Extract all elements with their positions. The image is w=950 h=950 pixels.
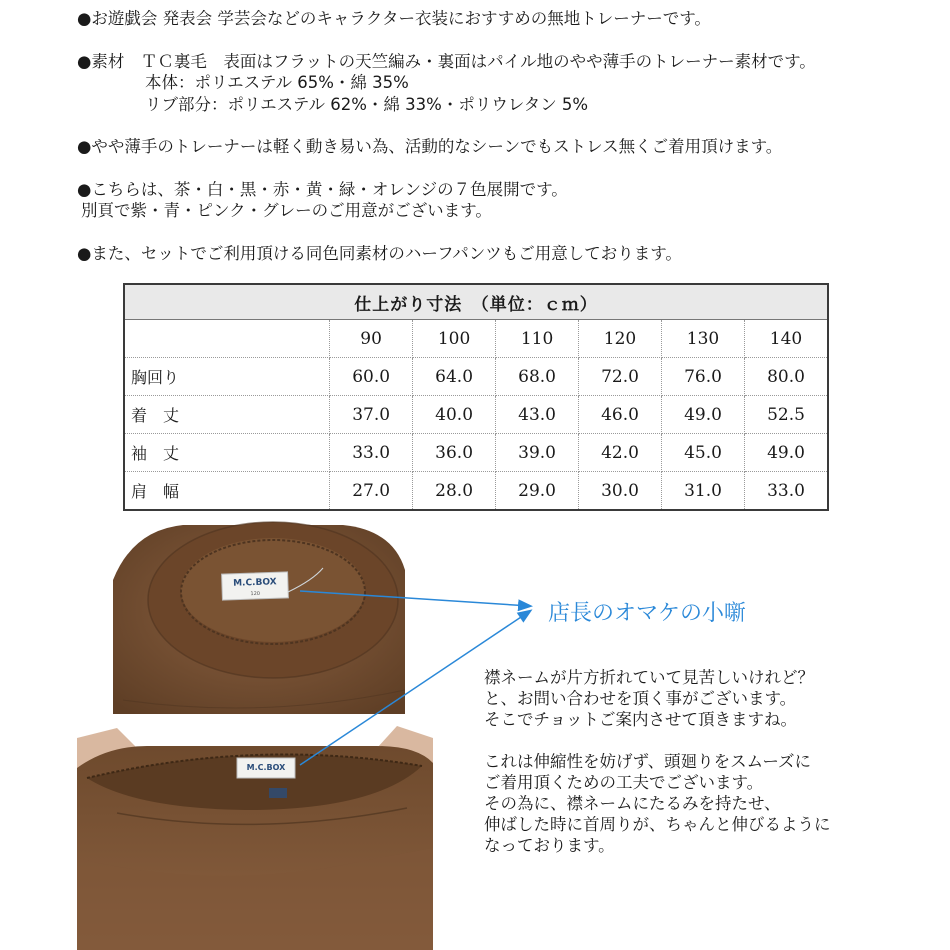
size-header: 120 bbox=[579, 320, 662, 358]
label-size-text: 120 bbox=[250, 590, 261, 598]
note-line: と、お問い合わせを頂く事がございます。 bbox=[484, 689, 797, 708]
material-line: ●素材 ＴＣ裏毛 表面はフラットの天竺編み・裏面はパイル地のやや薄手のトレーナー素材です。 bbox=[77, 51, 816, 71]
size-header: 130 bbox=[662, 320, 745, 358]
row-label: 胸回り bbox=[124, 358, 330, 396]
table-cell: 28.0 bbox=[413, 472, 496, 511]
note-line: 襟ネームが片方折れていて見苦しいけれど？ bbox=[484, 668, 814, 687]
table-cell: 43.0 bbox=[496, 396, 579, 434]
table-cell: 46.0 bbox=[579, 396, 662, 434]
intro-paragraph-3: ●やや薄手のトレーナーは軽く動き易い為、活動的なシーンでもストレス無くご着用頂けます。 bbox=[77, 137, 783, 156]
table-cell: 60.0 bbox=[330, 358, 413, 396]
explanation-note bbox=[484, 667, 924, 856]
size-header: 90 bbox=[330, 320, 413, 358]
table-cell: 36.0 bbox=[413, 434, 496, 472]
table-cell: 42.0 bbox=[579, 434, 662, 472]
row-label: 肩 幅 bbox=[124, 472, 330, 511]
arrow-to-collar-1 bbox=[300, 591, 530, 606]
table-cell: 29.0 bbox=[496, 472, 579, 511]
table-cell: 30.0 bbox=[579, 472, 662, 511]
label-brand-text: M.C.BOX bbox=[232, 577, 277, 589]
size-header: 140 bbox=[744, 320, 828, 358]
table-cell: 37.0 bbox=[330, 396, 413, 434]
note-line: これは伸縮性を妨げず、頭廻りをスムーズに bbox=[484, 752, 812, 771]
table-cell: 39.0 bbox=[496, 434, 579, 472]
callout-title: 店長のオマケの小噺 bbox=[548, 601, 747, 626]
table-cell: 80.0 bbox=[744, 358, 828, 396]
intro-paragraph-1: ●お遊戯会 発表会 学芸会などのキャラクター衣装におすすめの無地トレーナーです。 bbox=[77, 9, 711, 28]
table-cell: 49.0 bbox=[744, 434, 828, 472]
row-label: 袖 丈 bbox=[124, 434, 330, 472]
table-cell: 33.0 bbox=[744, 472, 828, 511]
note-line: ご着用頂くための工夫でございます。 bbox=[484, 773, 764, 792]
material-rib: リブ部分：ポリエステル 62%・綿 33%・ポリウレタン 5% bbox=[145, 94, 589, 114]
note-line: その為に、襟ネームにたるみを持たせ、 bbox=[484, 794, 781, 813]
table-cell: 72.0 bbox=[579, 358, 662, 396]
colors-line: ●こちらは、茶・白・黒・赤・黄・緑・オレンジの７色展開です。 bbox=[77, 179, 568, 199]
table-cell: 64.0 bbox=[413, 358, 496, 396]
note-line: 伸ばした時に首周りが、ちゃんと伸びるように bbox=[484, 815, 831, 834]
size-header: 100 bbox=[413, 320, 496, 358]
table-cell: 31.0 bbox=[662, 472, 745, 511]
material-body: 本体：ポリエステル 65%・綿 35% bbox=[145, 73, 409, 92]
intro-paragraph-5: ●また、セットでご利用頂ける同色同素材のハーフパンツもご用意しております。 bbox=[77, 243, 682, 263]
table-cell: 52.5 bbox=[744, 396, 828, 434]
table-cell: 27.0 bbox=[330, 472, 413, 511]
colors-other-line: 別頁で紫・青・ピンク・グレーのご用意がございます。 bbox=[81, 201, 492, 220]
note-line: なっております。 bbox=[484, 836, 615, 855]
table-cell: 76.0 bbox=[662, 358, 745, 396]
table-cell: 33.0 bbox=[330, 434, 413, 472]
row-label: 着 丈 bbox=[124, 396, 330, 434]
table-cell: 40.0 bbox=[413, 396, 496, 434]
table-cell: 49.0 bbox=[662, 396, 745, 434]
size-header: 110 bbox=[496, 320, 579, 358]
table-cell: 45.0 bbox=[662, 434, 745, 472]
size-table-title: 仕上がり寸法 （単位：ｃｍ） bbox=[124, 284, 828, 320]
label-brand-text: M.C.BOX bbox=[246, 763, 286, 772]
note-line: そこでチョットご案内させて頂きますね。 bbox=[484, 710, 798, 729]
table-cell: 68.0 bbox=[496, 358, 579, 396]
